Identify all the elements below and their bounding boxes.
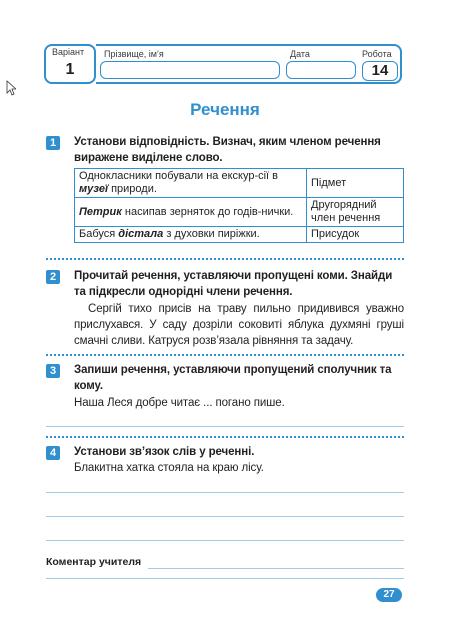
work-number: 14 bbox=[362, 61, 398, 81]
sentence-cell: Однокласники побували на екскур-сії в музеї природи. bbox=[75, 169, 307, 198]
variant-label: Варіант bbox=[52, 47, 85, 57]
answer-line[interactable] bbox=[46, 492, 404, 493]
task-1-instruction: Установи відповідність. Визнач, яким членом речення виражене виділене слово. bbox=[74, 136, 381, 164]
section-divider bbox=[46, 354, 404, 356]
mouse-cursor-icon bbox=[6, 80, 16, 96]
answer-cell[interactable]: Підмет bbox=[307, 169, 404, 198]
table-row bbox=[75, 198, 404, 227]
task-4-number: 4 bbox=[46, 446, 60, 460]
task-2-number: 2 bbox=[46, 270, 60, 284]
answer-line[interactable] bbox=[46, 426, 404, 427]
page-number: 27 bbox=[376, 588, 402, 602]
answer-line[interactable] bbox=[46, 540, 404, 541]
sentence-cell: Бабуся дістала з духовки пиріжки. bbox=[75, 227, 307, 243]
section-divider bbox=[46, 258, 404, 260]
name-field[interactable] bbox=[100, 61, 280, 79]
variant-value: 1 bbox=[52, 61, 88, 81]
highlighted-word: музеї bbox=[79, 183, 109, 195]
teacher-comment-line-2[interactable] bbox=[46, 578, 404, 579]
table-row bbox=[75, 169, 404, 198]
answer-cell[interactable]: Другорядний член речення bbox=[307, 198, 404, 227]
work-label: Робота bbox=[362, 49, 392, 59]
highlighted-word: дістала bbox=[118, 228, 164, 240]
section-divider bbox=[46, 436, 404, 438]
task-1-number: 1 bbox=[46, 136, 60, 150]
task-3-number: 3 bbox=[46, 364, 60, 378]
answer-cell[interactable]: Присудок bbox=[307, 227, 404, 243]
answer-line[interactable] bbox=[46, 516, 404, 517]
page-title: Речення bbox=[190, 100, 260, 119]
task-2-text: Сергій тихо присів на траву пильно придивився уважно прислухався. У саду дозріли соковиті яблука духмяні груші смачні сливи. Катруся розв’язала рівняння та задачу. bbox=[74, 303, 404, 347]
task-2-instruction: Прочитай речення, уставляючи пропущені коми. Знайди та підкресли однорідні члени речення. bbox=[74, 270, 393, 298]
task-4-text: Блакитна хатка стояла на краю лісу. bbox=[74, 462, 264, 474]
date-field[interactable] bbox=[286, 61, 356, 79]
name-label: Прізвище, ім’я bbox=[104, 49, 164, 59]
highlighted-word: Петрик bbox=[79, 205, 122, 218]
date-label: Дата bbox=[290, 49, 310, 59]
task-3-instruction: Запиши речення, уставляючи пропущений сполучник та кому. bbox=[74, 364, 392, 392]
table-row bbox=[75, 227, 404, 243]
teacher-comment-line[interactable] bbox=[148, 568, 404, 569]
teacher-comment-label: Коментар учителя bbox=[46, 556, 142, 568]
matching-table bbox=[74, 168, 404, 243]
task-3-text: Наша Леся добре читає ... погано пише. bbox=[74, 397, 285, 409]
task-4-instruction: Установи зв’язок слів у реченні. bbox=[74, 446, 255, 458]
sentence-cell: Петрик насипав зерняток до годів-нички. bbox=[75, 198, 307, 227]
